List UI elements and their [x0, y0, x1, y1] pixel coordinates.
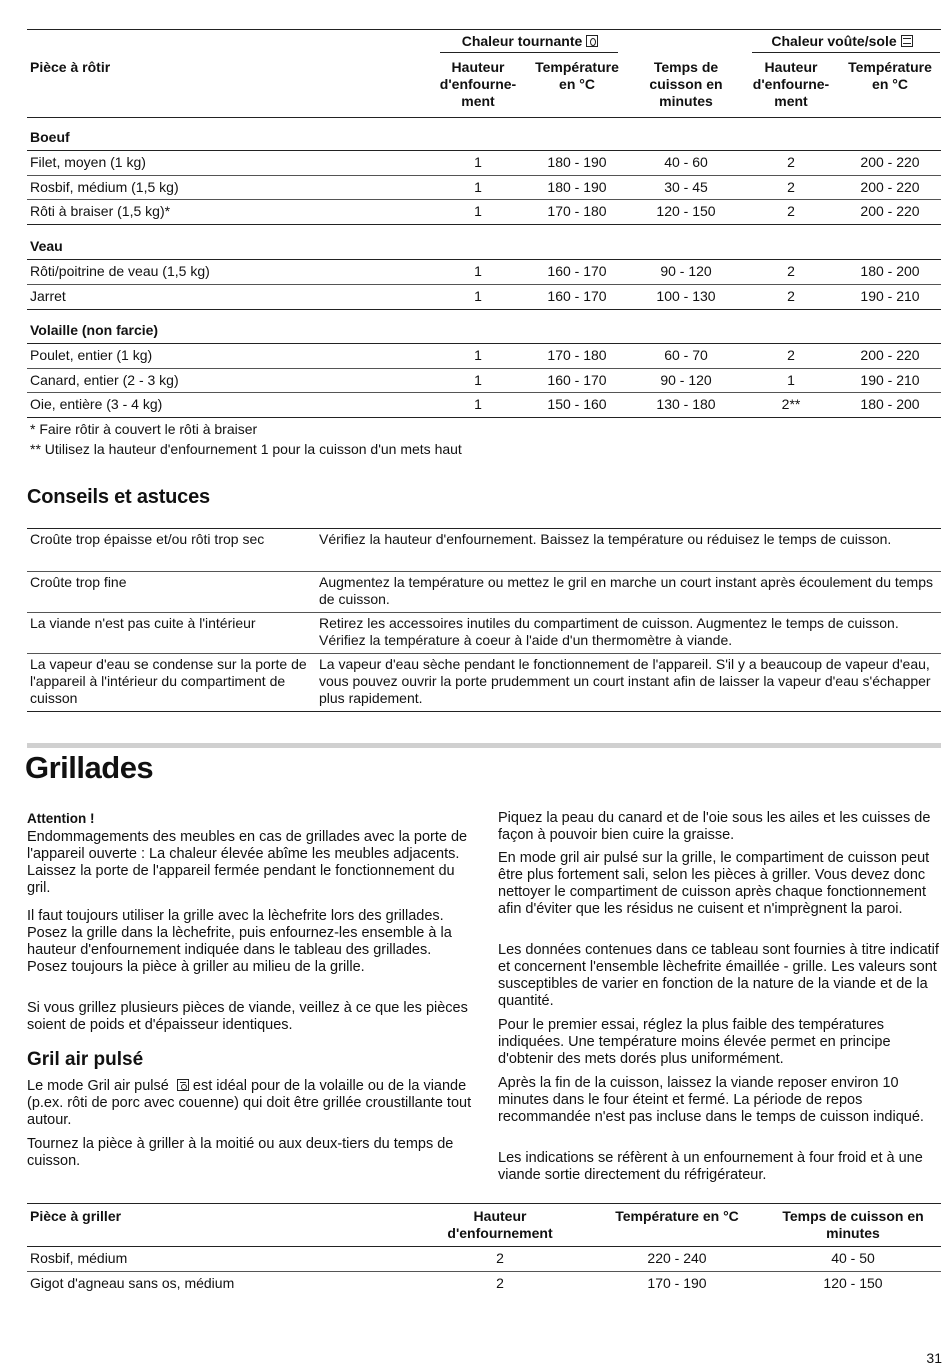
table-row: Gigot d'agneau sans os, médium 2 170 - 190 120 - 150 [30, 1275, 883, 1291]
paragraph: Si vous grillez plusieurs pièces de viande, veillez à ce que les pièces soient de poids et d'épaisseur identiques. [27, 1000, 468, 1033]
group-header-topbottom: Chaleur voûte/sole [752, 33, 932, 50]
group-header-fan: Chaleur tournante [440, 33, 620, 50]
paragraph: En mode gril air pulsé sur la grille, le compartiment de cuisson peut être plus fortement sali, selon les pièces à griller. Vous devez donc nettoyer le compartiment de cuisson après chaque fonctionnement afin d'éviter que les résidus ne cuisent et n'imprègnent la paroi. [498, 850, 930, 917]
group-rule-topbottom [752, 52, 940, 53]
col-header-temp: Température en °C [615, 1208, 739, 1224]
table-row: Rosbif, médium (1,5 kg) 1 180 - 190 30 - 45 2 200 - 220 [30, 179, 920, 195]
col-header-piece: Pièce à rôtir [30, 59, 111, 75]
section-divider [27, 743, 941, 748]
air-grill-icon [177, 1079, 189, 1091]
col-header-piece: Pièce à griller [30, 1208, 122, 1224]
table-row: Canard, entier (2 - 3 kg) 1 160 - 170 90 - 120 1 190 - 210 [30, 372, 920, 388]
col-header-time: Temps de cuisson en minutes [649, 59, 723, 109]
section-title: Veau [30, 238, 63, 254]
col-header-hauteur-2: Hauteur d'enfourne- ment [752, 59, 830, 109]
paragraph: Les indications se réfèrent à un enfournement à four froid et à une viande sortie directement du réfrigérateur. [498, 1150, 923, 1183]
page-number: 31 [926, 1350, 942, 1366]
footnote: * Faire rôtir à couvert le rôti à braiser [30, 421, 258, 437]
paragraph: Il faut toujours utiliser la grille avec la lèchefrite lors des grillades. Posez la grille dans la lèchefrite, puis enfournez-les ensemble à la hauteur d'enfournement indiquée dans le tableau des grillades. Posez toujours la pièce à griller au milieu de la grille. [27, 908, 452, 975]
section-title: Boeuf [30, 129, 70, 145]
attention-label: Attention ! [27, 811, 95, 826]
table-top-rule [27, 29, 941, 30]
paragraph: Piquez la peau du canard et de l'oie sous les ailes et les cuisses de façon à pouvoir bien cuire la graisse. [498, 810, 931, 843]
table-row: Oie, entière (3 - 4 kg) 1 150 - 160 130 - 180 2** 180 - 200 [30, 396, 920, 412]
col-header-hauteur-1: Hauteur d'enfourne- ment [439, 59, 517, 109]
page-title: Grillades [25, 750, 154, 785]
paragraph: Le mode Gril air pulsé est idéal pour de la volaille ou de la viande (p.ex. rôti de porc avec couenne) qui doit être grillée croustillante tout autour. [27, 1078, 472, 1128]
footnote: ** Utilisez la hauteur d'enfournement 1 pour la cuisson d'un mets haut [30, 441, 462, 457]
col-header-hauteur: Hauteur d'enfournement [447, 1208, 553, 1241]
table-row: Filet, moyen (1 kg) 1 180 - 190 40 - 60 2 200 - 220 [30, 154, 920, 170]
header-bottom-rule [27, 117, 941, 118]
section-heading-tips: Conseils et astuces [27, 486, 210, 508]
table-row: Rôti/poitrine de veau (1,5 kg) 1 160 - 170 90 - 120 2 180 - 200 [30, 263, 920, 279]
paragraph: Après la fin de la cuisson, laissez la viande reposer environ 10 minutes dans le four éteint et fermé. La période de repos recommandée n'est pas incluse dans le temps de cuisson indiqué. [498, 1075, 924, 1125]
section-title: Volaille (non farcie) [30, 322, 159, 338]
group-rule-fan [440, 52, 618, 53]
col-header-temp-1: Température en °C [535, 59, 619, 92]
table-row: Jarret 1 160 - 170 100 - 130 2 190 - 210 [30, 288, 920, 304]
table-row: Poulet, entier (1 kg) 1 170 - 180 60 - 70 2 200 - 220 [30, 347, 920, 363]
paragraph: Tournez la pièce à griller à la moitié ou aux deux-tiers du temps de cuisson. [27, 1136, 454, 1169]
top-bottom-heat-icon [901, 35, 913, 47]
col-header-time: Temps de cuisson en minutes [782, 1208, 924, 1241]
paragraph: Pour le premier essai, réglez la plus faible des températures indiquées. Une température moins élevée permet en principe d'obtenir des mets dorés plus uniformément. [498, 1017, 891, 1067]
table-row: Rôti à braiser (1,5 kg)* 1 170 - 180 120 - 150 2 200 - 220 [30, 203, 920, 219]
fan-heat-icon [586, 35, 598, 47]
attention-text: Endommagements des meubles en cas de grillades avec la porte de l'appareil ouverte : La chaleur élevée abîme les meubles adjacents. Laissez la porte de l'appareil fermée pendant le fonctionnement du gril. [27, 829, 468, 896]
col-header-temp-2: Température en °C [848, 59, 932, 92]
subsection-heading: Gril air pulsé [27, 1049, 144, 1070]
table-row: Rosbif, médium 2 220 - 240 40 - 50 [30, 1250, 875, 1266]
paragraph: Les données contenues dans ce tableau sont fournies à titre indicatif et concernent l'ensemble lèchefrite émaillée - grille. Les valeurs sont susceptibles de varier en fonction de la nature de la viande et de la quantité. [498, 942, 939, 1009]
